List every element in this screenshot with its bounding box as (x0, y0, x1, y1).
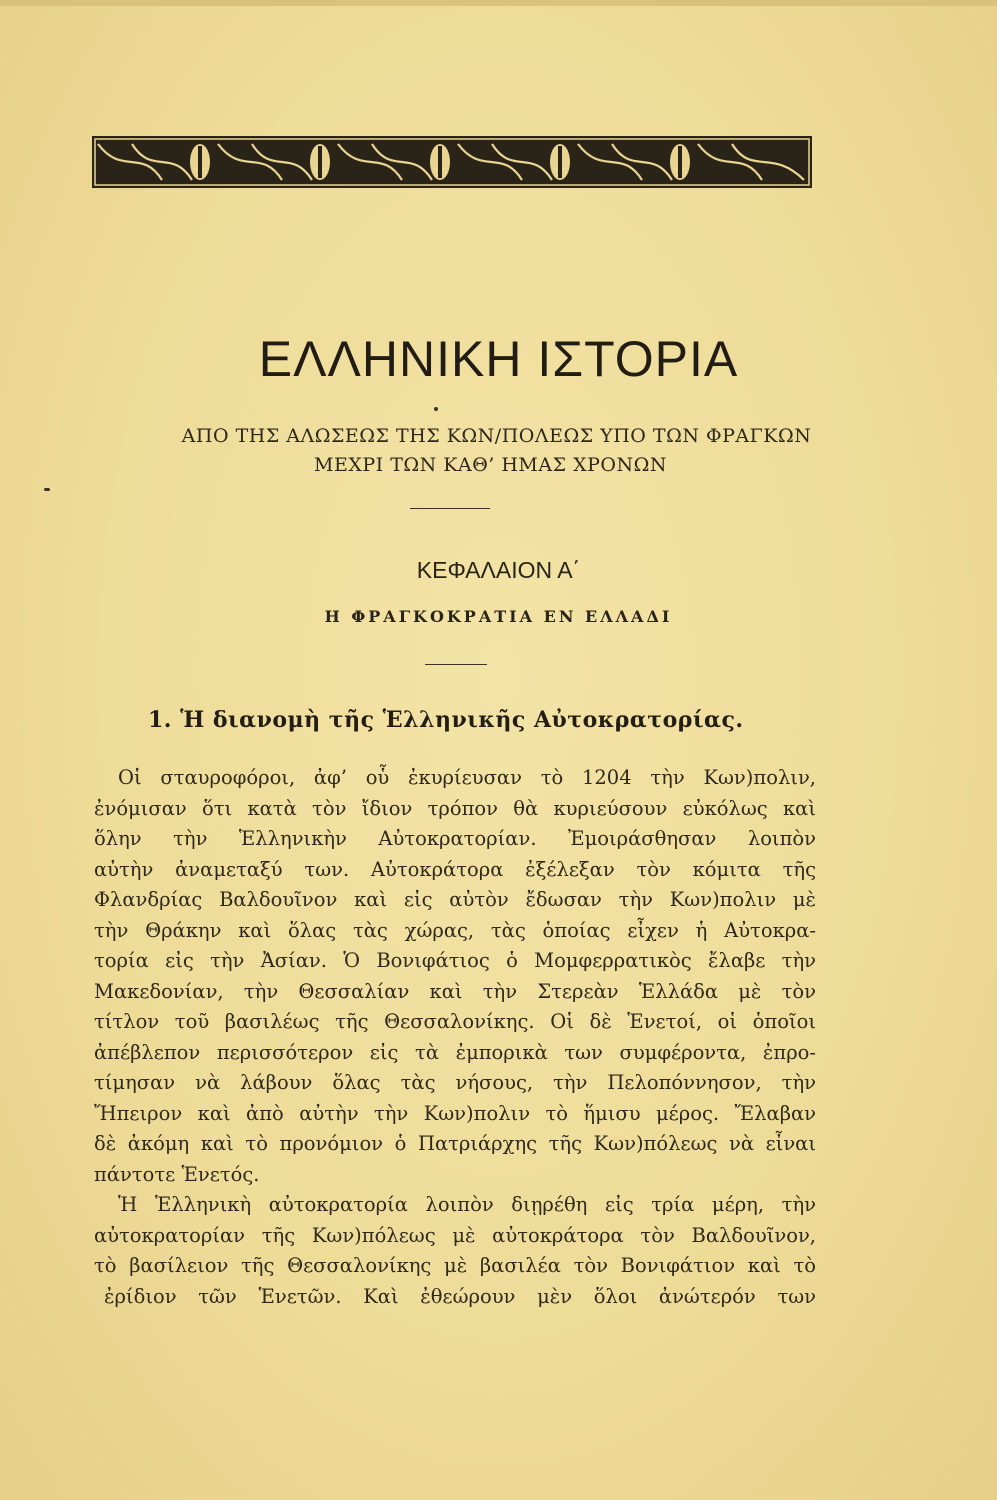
page-top-edge (0, 0, 997, 6)
body-line: ἐνόμισαν ὅτι κατὰ τὸν ἴδιον τρόπον θὰ κυριεύσουν εὐκόλως καὶ (94, 796, 816, 820)
body-line: Ἡ Ἑλληνικὴ αὐτοκρατορία λοιπὸν διῃρέθη εἰς τρία μέρη, τὴν (118, 1193, 816, 1216)
body-line: δὲ ἀκόμη καὶ τὸ προνόμιον ὁ Πατριάρχης τῆς Κων)πόλεως νὰ εἶναι (94, 1132, 816, 1155)
body-line: πάντοτε Ἑνετός. (94, 1162, 260, 1186)
body-line: Μακεδονίαν, τὴν Θεσσαλίαν καὶ τὴν Στερεὰν Ἑλλάδα μὲ τὸν (94, 979, 816, 1003)
body-line: Ἤπειρον καὶ ἀπὸ αὐτὴν τὴν Κων)πολιν τὸ ἥμισυ μέρος. Ἔλαβαν (94, 1101, 816, 1125)
ornament-pattern-icon (92, 136, 812, 188)
chapter-heading: ΚΕΦΑΛΑΙΟΝ Α΄ (416, 557, 581, 583)
body-line: Φλανδρίας Βαλδουῖνον καὶ εἰς αὐτὸν ἔδωσαν τὴν Κων)πολιν μὲ (94, 888, 816, 911)
body-line: ὅλην τὴν Ἑλληνικὴν Αὐτοκρατορίαν. Ἐμοιράσθησαν λοιπὸν (94, 827, 816, 850)
body-line: αὐτοκρατορίαν τῆς Κων)πόλεως μὲ αὐτοκράτορα τὸν Βαλδουῖνον, (94, 1223, 816, 1247)
subtitle-line-2: ΜΕΧΡΙ ΤΩΝ ΚΑΘ’ ΗΜΑΣ ΧΡΟΝΩΝ (314, 454, 667, 476)
section-heading: 1. Ἡ διανομὴ τῆς Ἑλληνικῆς Αὐτοκρατορίας. (148, 707, 744, 733)
ornamental-banner (92, 136, 812, 188)
body-line: ἀπέβλεπον περισσότερον εἰς τὰ ἐμπορικὰ των συμφέροντα, ἐπρο- (94, 1040, 816, 1064)
body-line: τὴν Θράκην καὶ ὅλας τὰς χώρας, τὰς ὁποίας εἶχεν ἡ Αὐτοκρα- (94, 918, 816, 942)
body-line: τορία εἰς τὴν Ἀσίαν. Ὁ Βονιφάτιος ὁ Μομφερρατικὸς ἔλαβε τὴν (94, 949, 816, 972)
body-text (94, 763, 816, 1312)
body-line: Οἱ σταυροφόροι, ἀφ’ οὗ ἐκυρίευσαν τὸ 1204 τὴν Κων)πολιν, (118, 766, 816, 789)
decorative-dot (434, 407, 438, 411)
body-line: αὐτὴν ἀναμεταξύ των. Αὐτοκράτορα ἐξέλεξαν τὸν κόμιτα τῆς (94, 857, 816, 881)
ink-blemish (44, 488, 50, 491)
subtitle-line-1: ΑΠΟ ΤΗΣ ΑΛΩΣΕΩΣ ΤΗΣ ΚΩΝ/ΠΟΛΕΩΣ ΥΠΟ ΤΩΝ ΦΡΑΓΚΩΝ (181, 425, 812, 447)
body-line: τὸ βασίλειον τῆς Θεσσαλονίκης μὲ βασιλέα τὸν Βονιφάτιον καὶ τὸ (94, 1254, 816, 1277)
body-line: τίμησαν νὰ λάβουν ὅλας τὰς νήσους, τὴν Πελοπόννησον, τὴν (94, 1071, 816, 1094)
body-line: τίτλον τοῦ βασιλέως τῆς Θεσσαλονίκης. Οἱ δὲ Ἑνετοί, οἱ ὁποῖοι (94, 1010, 816, 1033)
book-title: ΕΛΛΗΝΙΚΗ ΙΣΤΟΡΙΑ (258, 331, 739, 387)
chapter-subtitle: Η ΦΡΑΓΚΟΚΡΑΤΙΑ ΕΝ ΕΛΛΑΔΙ (324, 607, 673, 626)
divider-rule (425, 664, 487, 665)
body-line: ἐρίδιον τῶν Ἑνετῶν. Καὶ ἐθεώρουν μὲν ὅλοι ἀνώτερόν των (104, 1284, 816, 1308)
divider-rule (410, 508, 490, 509)
